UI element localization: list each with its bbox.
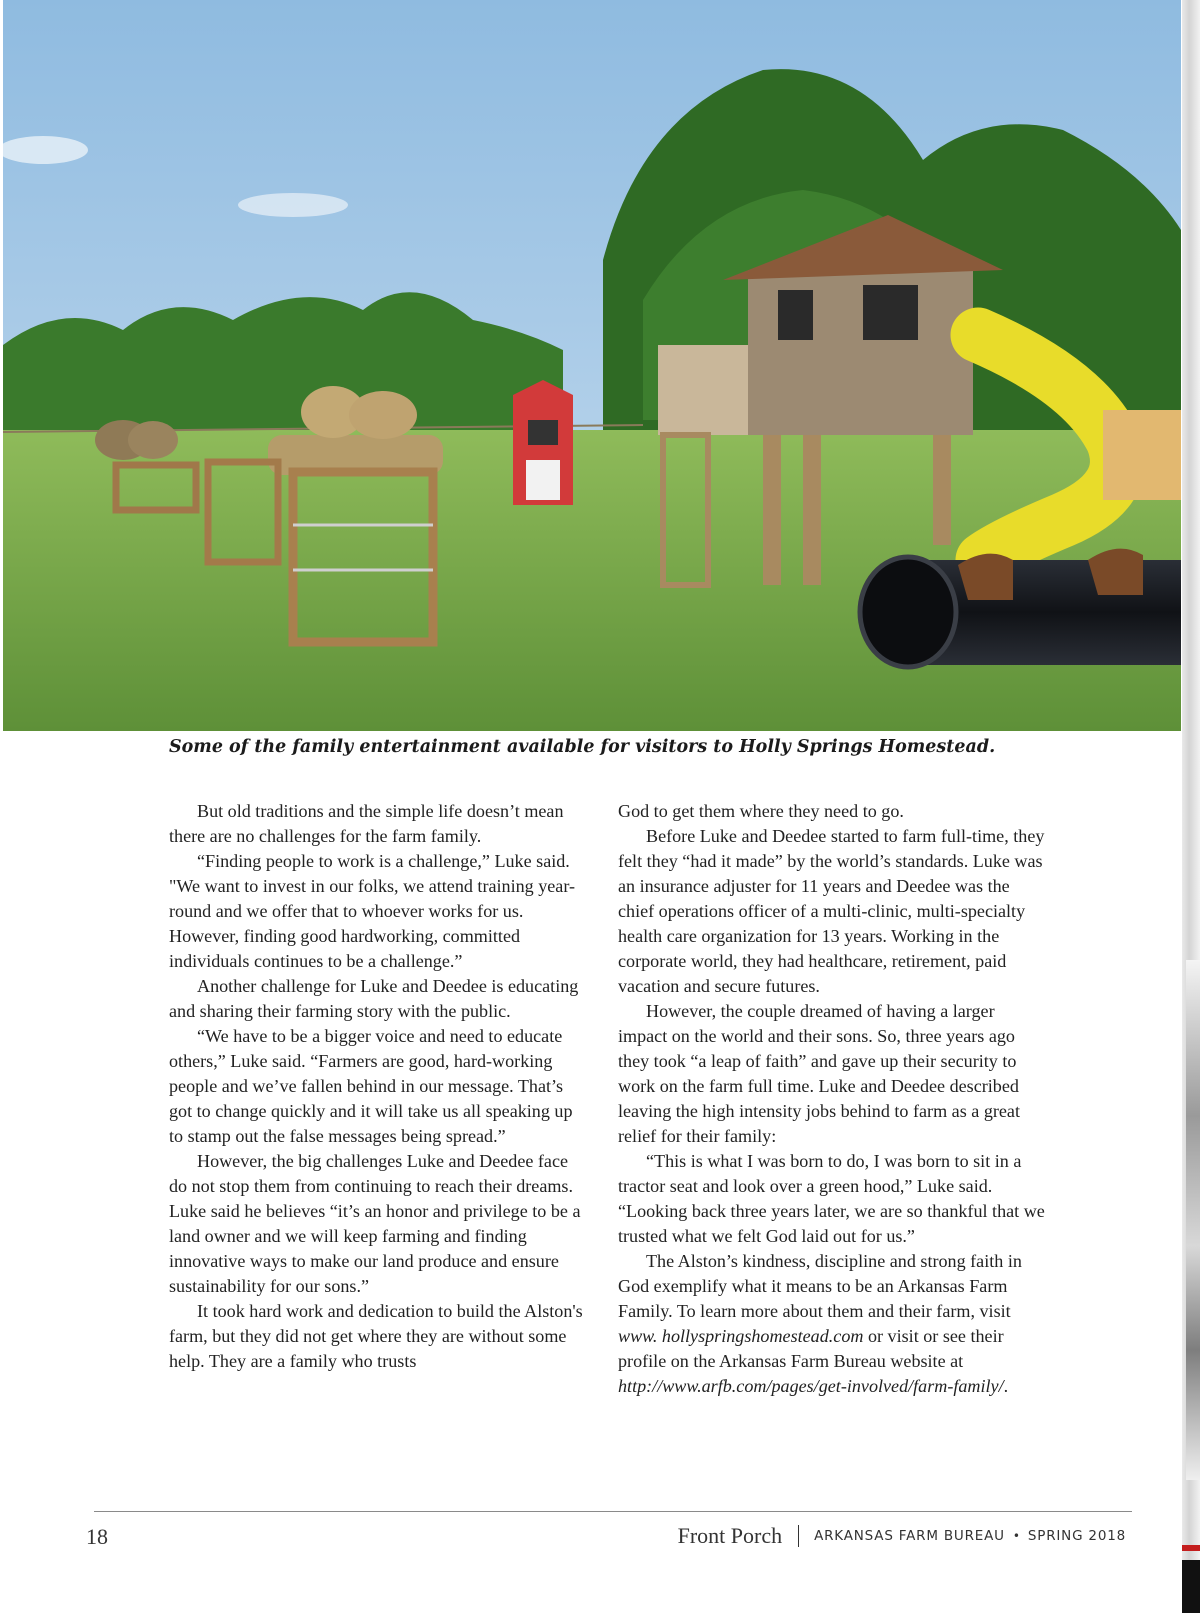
farm-playground-photo	[3, 0, 1181, 731]
running-footer	[678, 1523, 1126, 1549]
paragraph-text: .	[1003, 1376, 1009, 1396]
article-right-column	[618, 799, 1048, 1399]
page-edge-red-mark	[1182, 1545, 1200, 1551]
paragraph: God to get them where they need to go.	[618, 801, 904, 821]
page-number: 18	[86, 1524, 108, 1549]
article-left-column	[169, 799, 589, 1374]
magazine-title: Front Porch	[677, 1523, 783, 1548]
paragraph: It took hard work and dedication to build the Alston's farm, but they did not get where they are without some help. They are a family who trusts	[169, 1301, 583, 1371]
paragraph-text: or visit or see their profile on the Arkansas Farm Bureau website at	[618, 1326, 1004, 1371]
paragraph-text: The Alston’s kindness, discipline and strong faith in God exemplify what it means to be an Arkansas Farm Family. To learn more about them and their farm, visit	[618, 1251, 1022, 1321]
paragraph: Before Luke and Deedee started to farm full-time, they felt they “had it made” by the world’s standards. Luke was an insurance adjuster for 11 years and Deedee was the chief operations officer of a multi-clinic, multi-specialty health care organization for 13 years. Working in the corporate world, they had healthcare, retirement, paid vacation and secure futures.	[618, 826, 1045, 996]
issue-date: SPRING 2018	[1027, 1528, 1126, 1544]
bullet-separator: •	[1012, 1529, 1020, 1543]
footer-separator-bar	[798, 1525, 799, 1547]
page-edge-dark-corner	[1182, 1560, 1200, 1613]
paragraph: However, the big challenges Luke and Deedee face do not stop them from continuing to reach their dreams. Luke said he believes “it’s an honor and privilege to be a land owner and we will keep farming and finding innovative ways to make our land produce and ensure sustainability for our sons.”	[169, 1151, 581, 1296]
page-edge-shadow	[1186, 960, 1200, 1480]
paragraph: However, the couple dreamed of having a larger impact on the world and their sons. So, three years ago they took “a leap of faith” and gave up their security to work on the farm full time. Luke and Deedee described leaving the high intensity jobs behind to farm as a great relief for their family:	[618, 1001, 1020, 1146]
paragraph: “This is what I was born to do, I was born to sit in a tractor seat and look over a green hood,” Luke said. “Looking back three years later, we are so thankful that we trusted what we felt God laid out for us.”	[618, 1151, 1045, 1246]
photo-caption: Some of the family entertainment available for visitors to Holly Springs Homestead.	[169, 737, 996, 757]
paragraph: Another challenge for Luke and Deedee is educating and sharing their farming story with the public.	[169, 976, 579, 1021]
farm-bureau-link[interactable]: http://www.arfb.com/pages/get-involved/farm-family/	[618, 1376, 1004, 1396]
paragraph: “We have to be a bigger voice and need to educate others,” Luke said. “Farmers are good, hard-working people and we’ve fallen behind in our message. That’s got to change quickly and it will take us all speaking up to stamp out the false messages being spread.”	[169, 1026, 573, 1146]
paragraph: “Finding people to work is a challenge,” Luke said. "We want to invest in our folks, we attend training year-round and we offer that to whoever works for us. However, finding good hardworking, committed individuals continues to be a challenge.”	[169, 851, 576, 971]
footer-divider	[94, 1511, 1132, 1512]
homestead-website-link[interactable]: www. hollyspringshomestead.com	[618, 1326, 864, 1346]
paragraph: But old traditions and the simple life doesn’t mean there are no challenges for the farm family.	[169, 801, 564, 846]
closing-paragraph	[618, 1249, 1048, 1399]
photo-illustration	[3, 0, 1181, 731]
publisher-name: ARKANSAS FARM BUREAU	[814, 1528, 1005, 1544]
